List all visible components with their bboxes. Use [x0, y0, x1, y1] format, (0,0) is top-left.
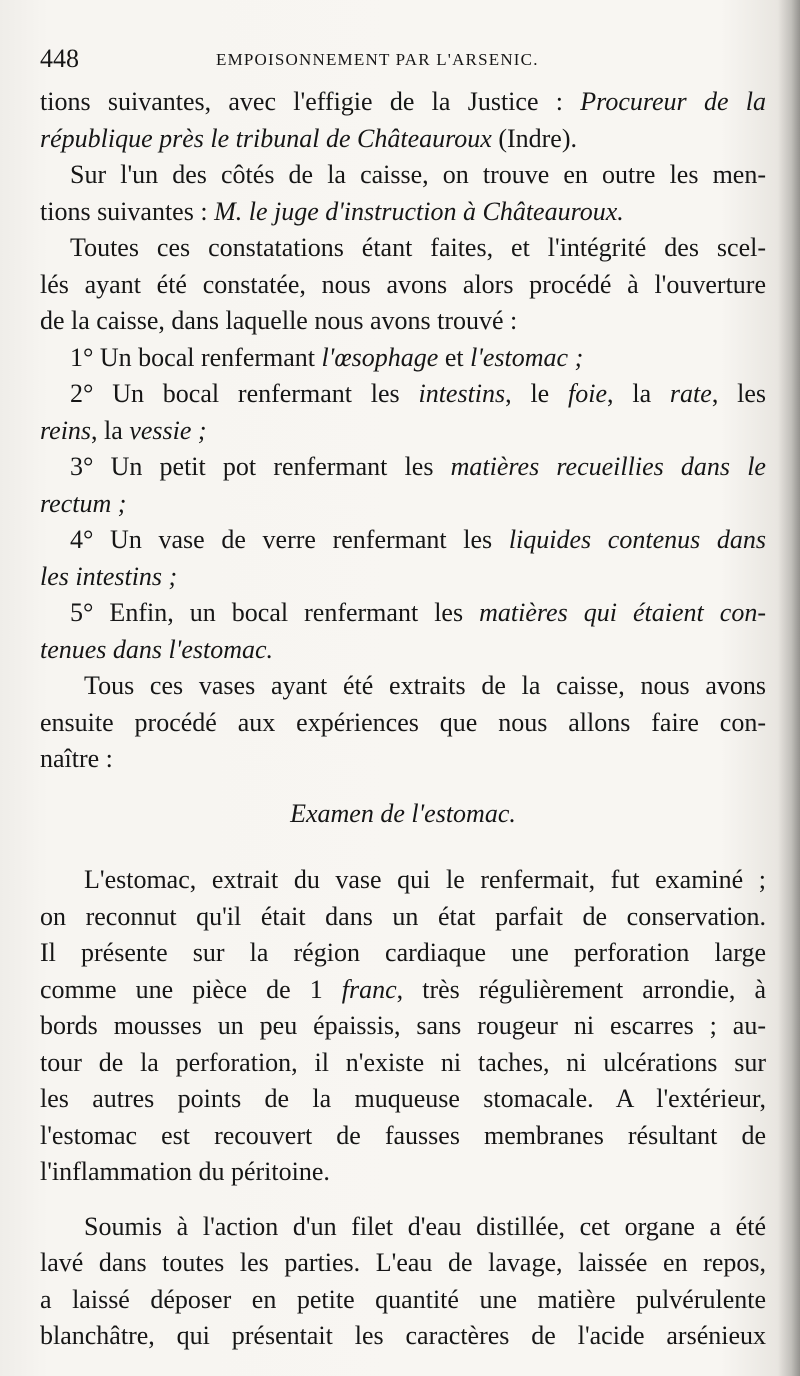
- list-item: 1° Un bocal renfermant l'œsophage et l'estomac ;: [70, 342, 584, 372]
- text-line: tions suivantes, avec l'effigie de la Justice : Procureur de la: [40, 87, 766, 116]
- text-line: lavé dans toutes les parties. L'eau de lavage, laissée en repos,: [40, 1248, 766, 1277]
- text-line: Tous ces vases ayant été extraits de la caisse, nous avons: [84, 671, 766, 700]
- body-text: [40, 84, 766, 1355]
- text-line: de la caisse, dans laquelle nous avons trouvé :: [40, 306, 518, 335]
- text-line: tions suivantes : M. le juge d'instruction à Châteauroux.: [40, 196, 624, 226]
- section-heading: Examen de l'estomac.: [290, 798, 516, 828]
- text-line: les autres points de la muqueuse stomacale. A l'extérieur,: [40, 1084, 766, 1113]
- list-item: 5° Enfin, un bocal renfermant les matières qui étaient con-: [70, 598, 766, 627]
- text-line: blanchâtre, qui présentait les caractères de l'acide arsénieux: [40, 1321, 766, 1350]
- list-item: 4° Un vase de verre renfermant les liquides contenus dans: [70, 525, 766, 554]
- text-line: naître :: [40, 744, 113, 773]
- text-line: Soumis à l'action d'un filet d'eau distillée, cet organe a été: [84, 1211, 766, 1241]
- text-line: république près le tribunal de Châteauroux (Indre).: [40, 123, 578, 153]
- text-line: L'estomac, extrait du vase qui le renfermait, fut examiné ;: [84, 865, 766, 894]
- text-line: tenues dans l'estomac.: [40, 634, 274, 664]
- page-edge-shadow: [778, 0, 800, 1376]
- text-line: Toutes ces constatations étant faites, et l'intégrité des scel-: [70, 233, 766, 262]
- list-item: 2° Un bocal renfermant les intestins, le foie, la rate, les: [70, 379, 766, 408]
- text-line: les intestins ;: [40, 561, 178, 591]
- text-line: tour de la perforation, il n'existe ni taches, ni ulcérations sur: [40, 1047, 766, 1077]
- text-line: reins, la vessie ;: [40, 415, 207, 445]
- list-item: 3° Un petit pot renfermant les matières recueillies dans le: [70, 452, 766, 481]
- text-line: ensuite procédé aux expériences que nous allons faire con-: [40, 707, 766, 737]
- page-number: 448: [40, 44, 79, 73]
- text-line: Il présente sur la région cardiaque une perforation large: [40, 938, 766, 967]
- text-line: rectum ;: [40, 488, 127, 518]
- text-line: a laissé déposer en petite quantité une matière pulvérulente: [40, 1284, 766, 1314]
- running-title: EMPOISONNEMENT PAR L'ARSENIC.: [216, 50, 539, 69]
- text-line: Sur l'un des côtés de la caisse, on trouve en outre les men-: [70, 160, 766, 189]
- text-line: comme une pièce de 1 franc, très régulièrement arrondie, à: [40, 974, 766, 1004]
- text-line: lés ayant été constatée, nous avons alors procédé à l'ouverture: [40, 269, 766, 299]
- page-header: [36, 44, 760, 80]
- text-line: l'estomac est recouvert de fausses membranes résultant de: [40, 1120, 766, 1150]
- text-line: bords mousses un peu épaissis, sans rougeur ni escarres ; au-: [40, 1011, 766, 1040]
- text-line: on reconnut qu'il était dans un état parfait de conservation.: [40, 901, 766, 931]
- text-line: l'inflammation du péritoine.: [40, 1157, 330, 1186]
